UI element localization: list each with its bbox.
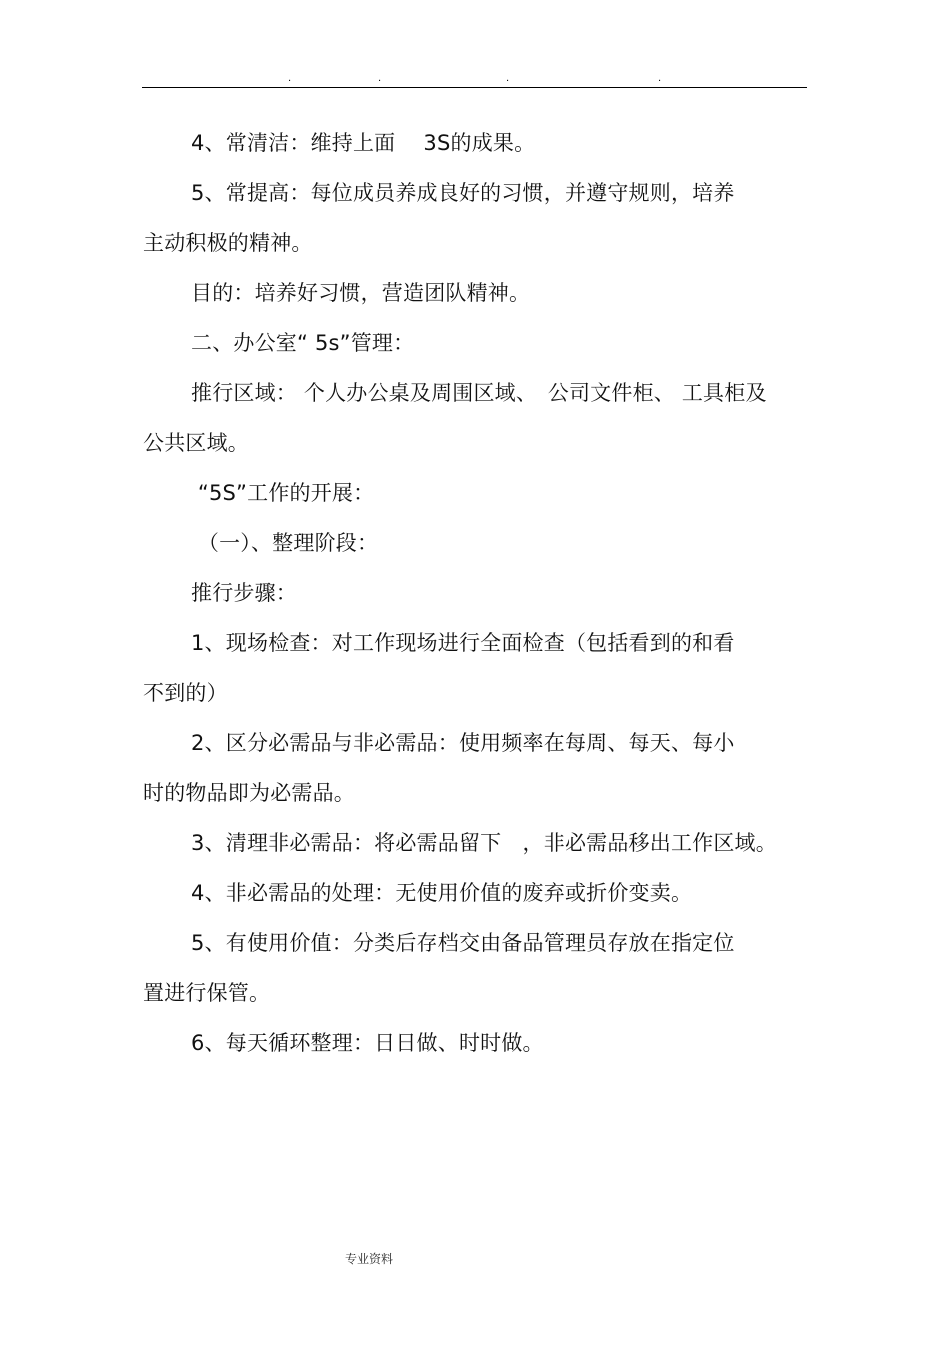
paragraph-line: 3、清理非必需品：将必需品留下 ，非必需品移出工作区域。 xyxy=(191,831,777,855)
paragraph-line: 推行区域： 个人办公桌及周围区域、 公司文件柜、 工具柜及 xyxy=(191,381,767,405)
paragraph-line: 目的：培养好习惯，营造团队精神。 xyxy=(191,281,531,305)
header-dot: . xyxy=(378,73,382,84)
paragraph-line: 主动积极的精神。 xyxy=(143,231,313,255)
paragraph-line: 公共区域。 xyxy=(143,431,249,455)
paragraph-line: 4、非必需品的处理：无使用价值的废弃或折价变卖。 xyxy=(191,881,693,905)
paragraph-line: 置进行保管。 xyxy=(143,981,271,1005)
section-heading: 二、办公室“ 5s”管理： xyxy=(191,331,415,355)
paragraph-line: 时的物品即为必需品。 xyxy=(143,781,355,805)
paragraph-line: 5、有使用价值：分类后存档交由备品管理员存放在指定位 xyxy=(191,931,735,955)
section-heading: （一）、整理阶段： xyxy=(191,531,379,555)
header-dot: . xyxy=(658,73,662,84)
page-footer: 专业资料 xyxy=(345,1252,394,1266)
paragraph-line: 6、每天循环整理：日日做、时时做。 xyxy=(191,1031,544,1055)
paragraph-line: 5、常提高：每位成员养成良好的习惯，并遵守规则，培养 xyxy=(191,181,735,205)
header-dot: . xyxy=(288,73,292,84)
header-divider xyxy=(142,87,807,88)
paragraph-line: 2、区分必需品与非必需品：使用频率在每周、每天、每小 xyxy=(191,731,735,755)
paragraph-line: 1、现场检查：对工作现场进行全面检查（包括看到的和看 xyxy=(191,631,735,655)
section-heading: “5S”工作的开展： xyxy=(191,481,375,505)
paragraph-line: 4、常清洁：维持上面 3S的成果。 xyxy=(191,131,536,155)
paragraph-line: 不到的） xyxy=(143,681,228,705)
paragraph-line: 推行步骤： xyxy=(191,581,297,605)
header-dot: . xyxy=(506,73,510,84)
